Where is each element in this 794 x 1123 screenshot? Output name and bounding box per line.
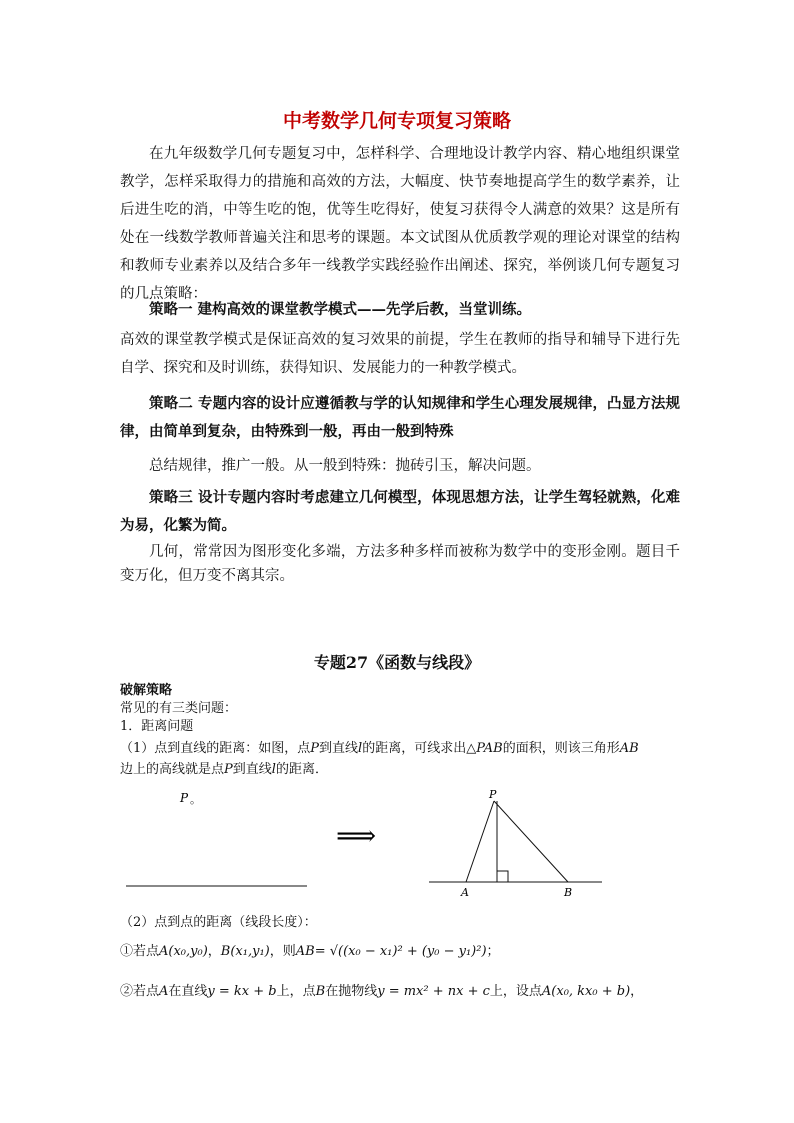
- right-angle-mark: [497, 871, 508, 882]
- distance-figure: [0, 785, 794, 905]
- formula-2: ②若点A在直线y = kx + b上，点B在抛物线y = mx² + nx + c上，设点A(x₀, kx₀ + b)，: [120, 984, 644, 999]
- common-types: 常见的有三类问题：: [120, 701, 238, 716]
- point-P-label: P: [489, 788, 497, 801]
- intro-paragraph: 在九年级数学几何专题复习中，怎样科学、合理地设计教学内容、精心地组织课堂教学，怎样采取得力的措施和高效的方法，大幅度、快节奏地提高学生的数学素养，让后进生吃的消，中等生吃的饱，优等生吃得好，使复习获得令人满意的效果？这是所有处在一线数学教师普遍关注和思考的课题。本文试图从优质教学观的理论对课堂的结构和教师专业素养以及结合多年一线教学实践经验作出阐述、探究，举例谈几何专题复习的几点策略：: [120, 146, 680, 302]
- page-title: 中考数学几何专项复习策略: [282, 110, 511, 132]
- implies-arrow: ⟹: [336, 819, 377, 852]
- point-A-label: A: [461, 886, 469, 899]
- strategy-3-heading: 策略三 设计专题内容时考虑建立几何模型，体现思想方法，让学生驾轻就熟，化难为易，化繁为简。: [120, 489, 680, 534]
- item-1-1-text: （1）点到直线的距离：如图，点P到直线l的距离，可线求出△PAB的面积，则该三角形AB 边上的高线就是点P到直线l的距离．: [120, 741, 639, 777]
- strategy-1-body: 高效的课堂教学模式是保证高效的复习效果的前提，学生在教师的指导和辅导下进行先自学、探究和及时训练，获得知识、发展能力的一种教学模式。: [120, 332, 680, 376]
- segment-PB: [494, 801, 568, 882]
- strategy-2-heading: 策略二 专题内容的设计应遵循教与学的认知规律和学生心理发展规律，凸显方法规律，由简单到复杂，由特殊到一般，再由一般到特殊: [120, 395, 680, 440]
- figure-left-point-label: P: [180, 791, 189, 805]
- strategy-1-heading: 策略一 建构高效的课堂教学模式——先学后教，当堂训练。: [149, 301, 532, 318]
- item-1-distance: 1．距离问题: [120, 719, 194, 734]
- strategy-2-body: 总结规律，推广一般。从一般到特殊：抛砖引玉，解决问题。: [149, 458, 541, 474]
- point-B-label: B: [564, 886, 573, 899]
- topic-title: 专题27《函数与线段》: [313, 653, 481, 672]
- formula-1: ①若点A(x₀,y₀)，B(x₁,y₁)，则AB= √((x₀ − x₁)² + (y₀ − y₁)²)；: [120, 944, 500, 959]
- strategy-3-body: 几何，常常因为图形变化多端，方法多种多样而被称为数学中的变形金刚。题目千变万化，但万变不离其宗。: [120, 544, 680, 584]
- strategy-label: 破解策略: [120, 683, 173, 698]
- figure-left-point-dot: 。: [190, 793, 201, 806]
- item-2-point-distance: （2）点到点的距离（线段长度）：: [120, 915, 317, 930]
- segment-PA: [466, 801, 494, 882]
